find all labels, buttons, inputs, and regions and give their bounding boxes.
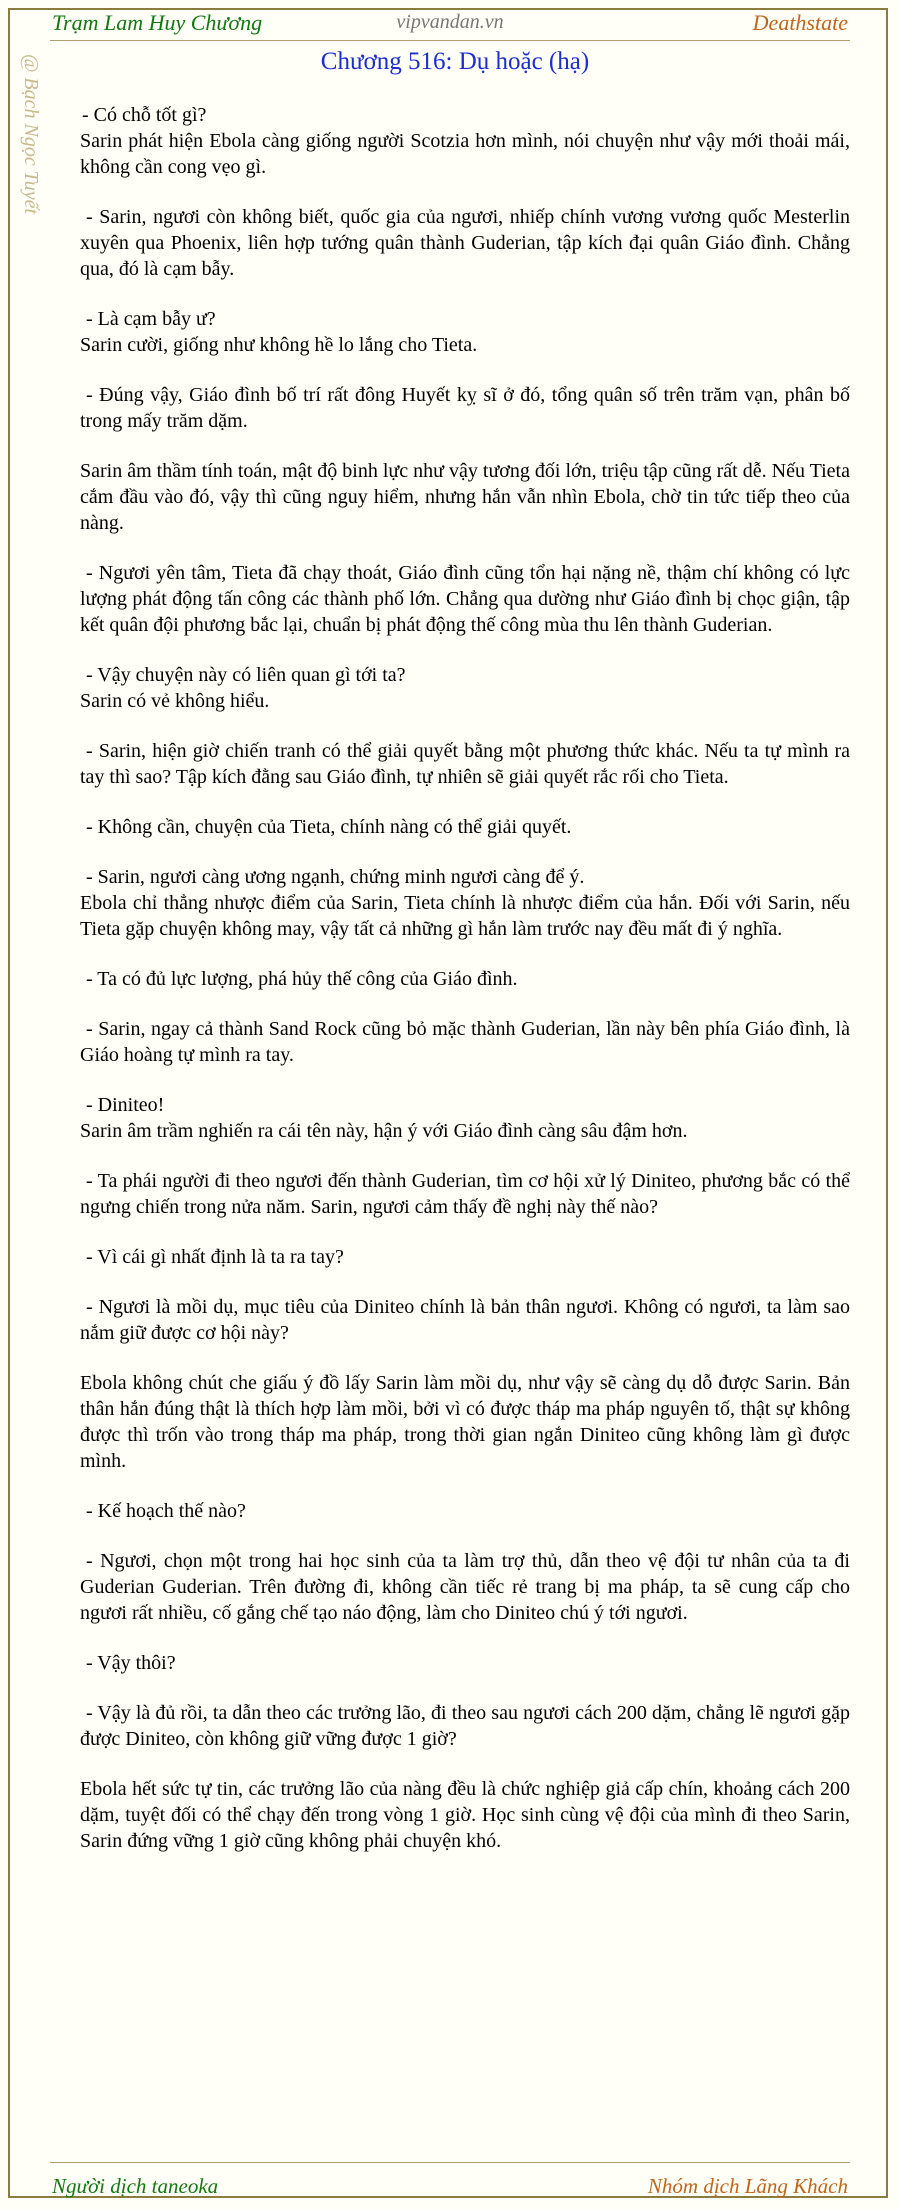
header-divider xyxy=(50,40,850,41)
footer-divider xyxy=(50,2162,850,2163)
paragraph: - Sarin, ngươi càng ương ngạnh, chứng minh ngươi càng để ý. xyxy=(86,866,585,888)
paragraph: - Kế hoạch thế nào? xyxy=(86,1500,246,1522)
paragraph: Sarin cười, giống như không hề lo lắng cho Tieta. xyxy=(80,334,478,356)
paragraph: - Ta có đủ lực lượng, phá hủy thế công của Giáo đình. xyxy=(86,968,518,990)
paragraph: - Vì cái gì nhất định là ta ra tay? xyxy=(86,1246,344,1268)
paragraph: Sarin phát hiện Ebola càng giống người Scotzia hơn mình, nói chuyện như vậy mới thoải mái, không cần cong vẹo gì. xyxy=(80,130,850,178)
paragraph: - Đúng vậy, Giáo đình bố trí rất đông Huyết kỵ sĩ ở đó, tổng quân số trên trăm vạn, phân bố trong mấy trăm dặm. xyxy=(80,384,850,432)
paragraph: - Không cần, chuyện của Tieta, chính nàng có thể giải quyết. xyxy=(86,816,572,838)
chapter-body xyxy=(80,102,850,1854)
paragraph: - Có chỗ tốt gì? xyxy=(82,104,207,126)
paragraph: - Diniteo! xyxy=(86,1094,165,1116)
paragraph: - Ngươi là mồi dụ, mục tiêu của Diniteo chính là bản thân ngươi. Không có ngươi, ta làm sao nắm giữ được cơ hội này? xyxy=(80,1296,850,1344)
page-header xyxy=(50,8,850,42)
page-footer xyxy=(50,2172,850,2202)
site-url: vipvandan.vn xyxy=(396,11,504,33)
paragraph: Sarin có vẻ không hiểu. xyxy=(80,690,270,712)
paragraph: Sarin âm trầm nghiến ra cái tên này, hận ý với Giáo đình càng sâu đậm hơn. xyxy=(80,1120,688,1142)
book-title: Deathstate xyxy=(752,10,848,35)
paragraph: Ebola hết sức tự tin, các trưởng lão của nàng đều là chức nghiệp giả cấp chín, khoảng cách 200 dặm, tuyệt đối có thể chạy đến trong vòng 1 giờ. Học sinh cùng vệ đội của mình đi theo Sarin, Sarin đứng vững 1 giờ cũng không phải chuyện khó. xyxy=(80,1778,850,1852)
paragraph: Sarin âm thầm tính toán, mật độ binh lực như vậy tương đối lớn, triệu tập cũng rất dễ. Nếu Tieta cắm đầu vào đó, vậy thì cũng nguy hiểm, nhưng hắn vẫn nhìn Ebola, chờ tin tức tiếp theo của nàng. xyxy=(80,460,850,534)
paragraph: - Sarin, ngươi còn không biết, quốc gia của ngươi, nhiếp chính vương vương quốc Mesterlin xuyên qua Phoenix, liên hợp tướng quân thành Guderian, tập kích đại quân Giáo đình. Chẳng qua, đó là cạm bẫy. xyxy=(80,206,850,280)
paragraph: - Sarin, hiện giờ chiến tranh có thể giải quyết bằng một phương thức khác. Nếu ta tự mình ra tay thì sao? Tập kích đằng sau Giáo đình, tự nhiên sẽ giải quyết rắc rối cho Tieta. xyxy=(80,740,850,788)
paragraph: - Ngươi, chọn một trong hai học sinh của ta làm trợ thủ, dẫn theo vệ đội tư nhân của ta đi Guderian Guderian. Trên đường đi, không cần tiếc rẻ trang bị ma pháp, ta sẽ cung cấp cho ngươi rất nhiều, cố gắng chế tạo náo động, làm cho Diniteo chú ý tới ngươi. xyxy=(80,1550,850,1624)
translator-credit: Người dịch taneoka xyxy=(52,2174,219,2198)
side-credit: @ Bạch Ngọc Tuyết xyxy=(20,54,42,215)
paragraph: - Vậy chuyện này có liên quan gì tới ta? xyxy=(86,664,406,686)
paragraph: Ebola chỉ thẳng nhược điểm của Sarin, Tieta chính là nhược điểm của hắn. Đối với Sarin, nếu Tieta gặp chuyện không may, vậy tất cả những gì hắn làm trước nay đều mất đi ý nghĩa. xyxy=(80,892,850,940)
paragraph: - Vậy là đủ rồi, ta dẫn theo các trưởng lão, đi theo sau ngươi cách 200 dặm, chẳng lẽ ngươi gặp được Diniteo, còn không giữ vững được 1 giờ? xyxy=(80,1702,850,1750)
paragraph: Ebola không chút che giấu ý đồ lấy Sarin làm mồi dụ, như vậy sẽ càng dụ dỗ được Sarin. Bản thân hắn đúng thật là thích hợp làm mồi, bởi vì có được tháp ma pháp nguyên tố, thật sự không được thì trốn vào trong tháp ma pháp, trong thời gian ngắn Diniteo cũng không làm gì được mình. xyxy=(80,1372,850,1472)
group-credit: Nhóm dịch Lãng Khách xyxy=(647,2174,848,2198)
paragraph: - Ta phái người đi theo ngươi đến thành Guderian, tìm cơ hội xử lý Diniteo, phương bắc có thể ngưng chiến trong nửa năm. Sarin, ngươi cảm thấy đề nghị này thế nào? xyxy=(80,1170,850,1218)
paragraph: - Ngươi yên tâm, Tieta đã chạy thoát, Giáo đình cũng tổn hại nặng nề, thậm chí không có lực lượng phát động tấn công các thành phố lớn. Chẳng qua dường như Giáo đình bị chọc giận, tập kết quân đội phương bắc lại, chuẩn bị phát động thế công mùa thu lên thành Guderian. xyxy=(80,562,850,636)
paragraph: - Là cạm bẫy ư? xyxy=(86,308,216,330)
paragraph: - Vậy thôi? xyxy=(86,1652,176,1674)
paragraph: - Sarin, ngay cả thành Sand Rock cũng bỏ mặc thành Guderian, lần này bên phía Giáo đình, là Giáo hoàng tự mình ra tay. xyxy=(80,1018,850,1066)
chapter-title: Chương 516: Dụ hoặc (hạ) xyxy=(320,48,590,75)
site-name: Trạm Lam Huy Chương xyxy=(52,10,263,35)
